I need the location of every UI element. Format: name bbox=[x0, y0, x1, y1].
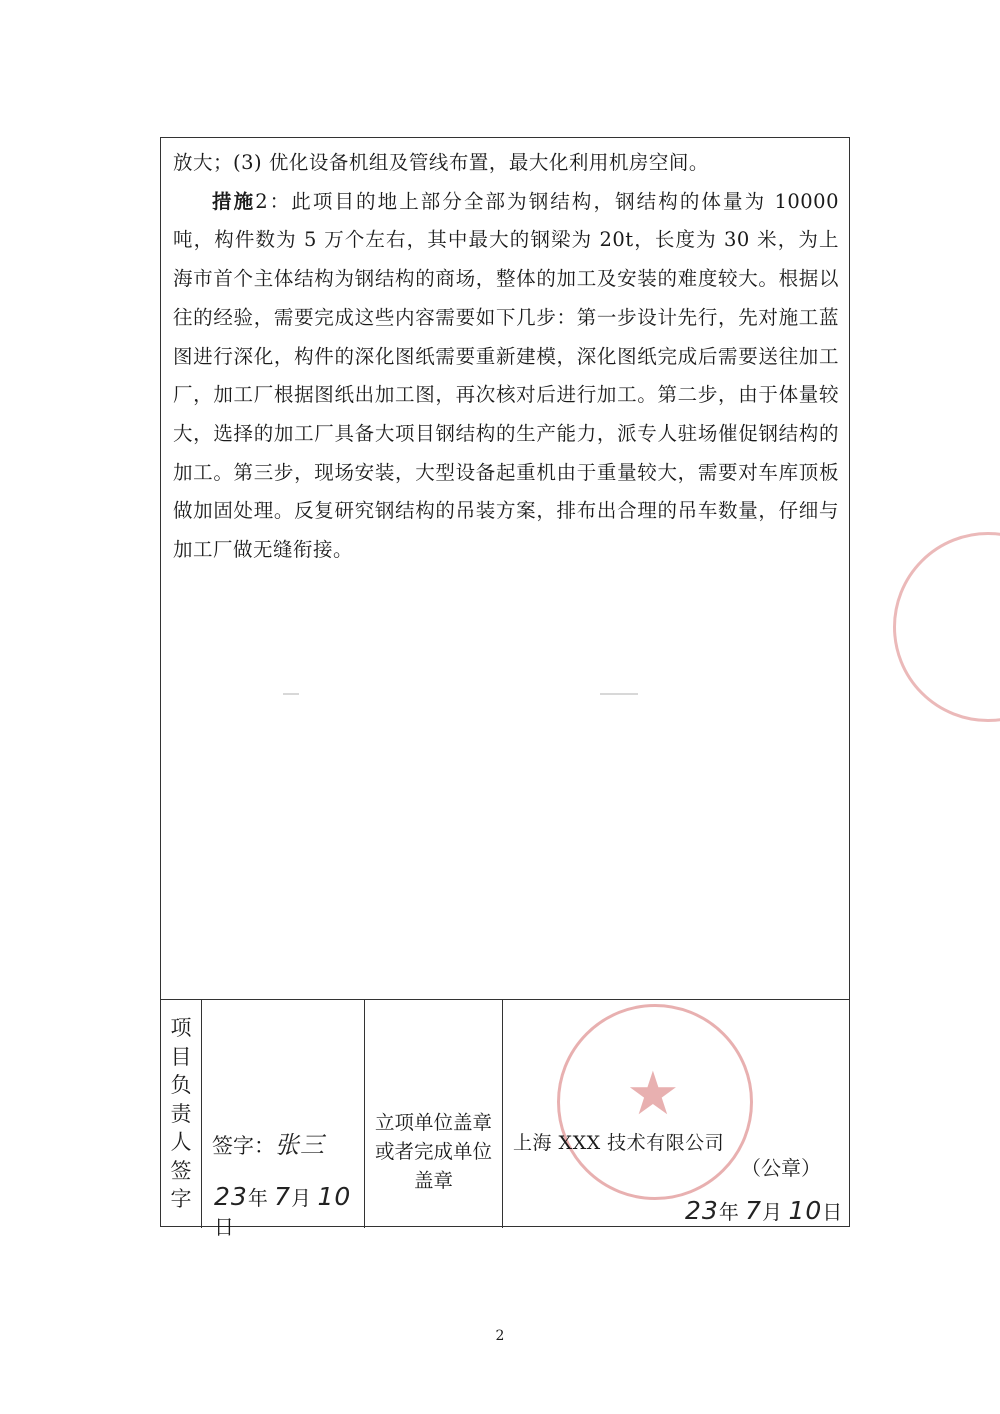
date-month: 7 bbox=[274, 1182, 292, 1211]
scan-mark bbox=[283, 693, 299, 695]
handwritten-signature: 张三 bbox=[275, 1131, 325, 1159]
content-area bbox=[161, 138, 849, 1000]
year-char: 年 bbox=[247, 1186, 268, 1210]
leader-label-char: 项 bbox=[170, 1016, 192, 1040]
unit-stamp-label: 立项单位盖章或者完成单位盖章 bbox=[374, 1111, 492, 1192]
form-frame bbox=[160, 137, 850, 1239]
day-char: 日 bbox=[214, 1215, 234, 1239]
company-stamp-cell bbox=[503, 1000, 849, 1228]
signature-row bbox=[161, 1000, 849, 1239]
year-char: 年 bbox=[718, 1200, 739, 1224]
measure-label: 措施 bbox=[212, 189, 256, 213]
leader-date bbox=[214, 1182, 364, 1240]
sign-prefix: 签字： bbox=[212, 1134, 275, 1158]
company-date bbox=[685, 1196, 842, 1225]
leader-label-char: 负 bbox=[170, 1073, 192, 1097]
side-seal-stamp bbox=[893, 532, 1000, 722]
seal-star-icon: ★ bbox=[626, 1059, 680, 1129]
day-char: 日 bbox=[822, 1200, 843, 1224]
unit-label-cell bbox=[365, 1000, 503, 1228]
leader-signature-cell bbox=[202, 1000, 365, 1239]
date-month: 7 bbox=[745, 1196, 763, 1225]
leader-label-char: 目 bbox=[170, 1044, 192, 1069]
measure-paragraph bbox=[173, 183, 839, 570]
month-char: 月 bbox=[291, 1186, 312, 1210]
official-seal-label: （公章） bbox=[741, 1156, 821, 1180]
leader-label-cell bbox=[161, 1000, 202, 1228]
leader-label-char: 签 bbox=[170, 1158, 192, 1183]
leader-label bbox=[161, 1014, 201, 1214]
measure-text: 2：此项目的地上部分全部为钢结构，钢结构的体量为 10000 吨，构件数为 5 万个左右，其中最大的钢梁为 20t，长度为 30 米，为上海市首个主体结构为钢结构的商场，整体的加工及安装的难度较大。根据以往的经验，需要完成这些内容需要如下几步：第一步设计先行，先对施工蓝图进行深化，构件的深化图纸需要重新建模，深化图纸完成后需要送往加工厂，加工厂根据图纸出加工图，再次核对后进行加工。第二步，由于体量较大，选择的加工厂具备大项目钢结构的生产能力，派专人驻场催促钢结构的加工。第三步，现场安装，大型设备起重机由于重量较大，需要对车库顶板做加固处理。反复研究钢结构的吊装方案，排布出合理的吊车数量，仔细与加工厂做无缝衔接。 bbox=[173, 189, 839, 562]
leader-label-char: 字 bbox=[170, 1187, 192, 1211]
page-number: 2 bbox=[495, 1328, 505, 1344]
company-name: 上海 XXX 技术有限公司 bbox=[513, 1132, 725, 1154]
date-day: 10 bbox=[317, 1182, 352, 1211]
signature-line bbox=[212, 1125, 325, 1160]
date-year: 23 bbox=[685, 1196, 719, 1225]
month-char: 月 bbox=[762, 1200, 783, 1224]
company-seal bbox=[557, 1004, 753, 1200]
leader-label-char: 人 bbox=[170, 1130, 192, 1154]
leader-label-char: 责 bbox=[170, 1101, 192, 1126]
date-year: 23 bbox=[214, 1182, 248, 1211]
date-day: 10 bbox=[788, 1196, 823, 1225]
scan-mark bbox=[600, 693, 638, 695]
body-line-1: 放大；(3) 优化设备机组及管线布置，最大化利用机房空间。 bbox=[173, 151, 709, 174]
